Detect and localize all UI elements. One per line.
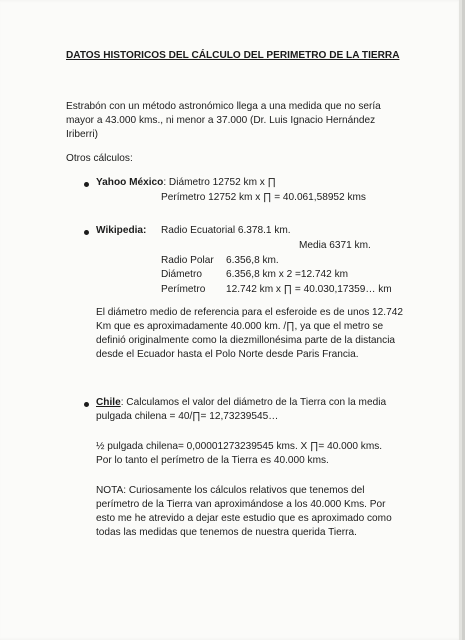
wiki-radio-polar-value: 6.356,8 km. (226, 255, 279, 266)
wiki-para-line-2: Km que es aproximadamente 40.000 km. /∏, ya que el metro se (96, 321, 384, 332)
wiki-perimetro-label: Perímetro (161, 284, 206, 295)
otros-calculos: Otros cálculos: (66, 153, 133, 164)
chile-line-2: pulgada chilena = 40/∏= 12,73239545… (96, 411, 279, 422)
wiki-para-line-1: El diámetro medio de referencia para el esferoide es de unos 12.742 (96, 307, 403, 318)
wiki-para-line-4: desde el Ecuador hasta el Polo Norte desde Paris Francia. (96, 349, 359, 360)
chile-line-3: ½ pulgada chilena= 0,00001273239545 kms. X ∏= 40.000 kms. (96, 441, 383, 452)
wiki-diametro-value: 6.356,8 km x 2 =12.742 km (226, 269, 349, 280)
wiki-para-line-3: definió originalmente como la diezmillonésima parte de la distancia (96, 335, 396, 346)
yahoo-perimetro: Perímetro 12752 km x ∏ = 40.061,58952 kms (161, 192, 366, 203)
bullet-icon (84, 182, 89, 187)
nota-line-4: todas las medidas que tenemos de nuestra querida Tierra. (96, 527, 357, 538)
nota-line-2: perímetro de la Tierra van aproximándose a los 40.000 Kms. Por (96, 499, 386, 510)
yahoo-diametro: : Diámetro 12752 km x ∏ (163, 177, 276, 188)
bullet-icon (84, 230, 89, 235)
wikipedia-label (96, 224, 146, 238)
nota-line-3: esto me he atrevido a dejar este estudio que es aproximado como (96, 513, 392, 524)
intro-line-3: Iriberri) (66, 129, 98, 140)
chile-line-4: Por lo tanto el perímetro de la Tierra es 40.000 kms. (96, 455, 329, 466)
wiki-radio-ecuatorial: Radio Ecuatorial 6.378.1 km. (161, 225, 291, 236)
wiki-radio-polar-label: Radio Polar (161, 255, 214, 266)
chile-text: : Calculamos el valor del diámetro de la Tierra con la media (120, 397, 387, 408)
page-edge (459, 0, 462, 640)
yahoo-line-1 (96, 176, 276, 190)
chile-label: Chile (96, 397, 121, 408)
wiki-diametro-label: Diámetro (161, 269, 202, 280)
wikipedia-label-text: Wikipedia: (96, 225, 147, 236)
document-title: DATOS HISTORICOS DEL CÁLCULO DEL PERIMETRO DE LA TIERRA (66, 50, 400, 61)
intro-line-1: Estrabón con un método astronómico llega a una medida que no sería (66, 101, 381, 112)
yahoo-label: Yahoo México (96, 177, 164, 188)
wiki-media: Media 6371 km. (299, 240, 371, 251)
wiki-perimetro-value: 12.742 km x ∏ = 40.030,17359… km (226, 284, 392, 295)
bullet-icon (84, 402, 89, 407)
chile-line-1 (96, 396, 386, 410)
intro-line-2: mayor a 43.000 kms., ni menor a 37.000 (Dr. Luis Ignacio Hernández (66, 115, 376, 126)
nota-line-1: NOTA: Curiosamente los cálculos relativos que tenemos del (96, 485, 365, 496)
